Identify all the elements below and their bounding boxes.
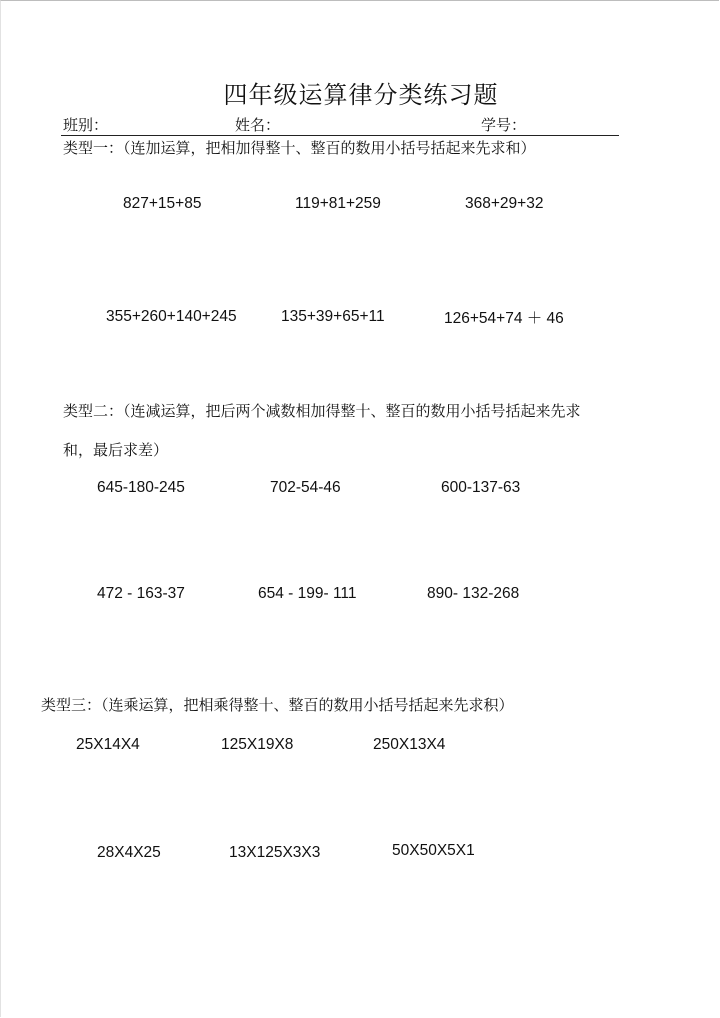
problem-2-5: 654 - 199- 111 bbox=[258, 585, 357, 602]
problem-2-1: 645-180-245 bbox=[97, 479, 185, 496]
problem-3-2: 125X19X8 bbox=[221, 736, 294, 753]
problem-2-4: 472 - 163-37 bbox=[97, 585, 185, 602]
class-label: 班别： bbox=[63, 116, 109, 134]
name-label: 姓名： bbox=[235, 116, 281, 134]
student-number-label: 学号： bbox=[481, 116, 527, 134]
problem-1-5: 135+39+65+11 bbox=[281, 308, 385, 325]
page-title: 四年级运算律分类练习题 bbox=[223, 81, 499, 109]
problem-3-1: 25X14X4 bbox=[76, 736, 140, 753]
problem-1-3: 368+29+32 bbox=[465, 195, 544, 212]
problem-3-5: 13X125X3X3 bbox=[229, 844, 321, 861]
section-2-heading-line-1: 类型二：（连减运算，把后两个减数相加得整十、整百的数用小括号括起来先求 bbox=[63, 402, 581, 420]
problem-3-4: 28X4X25 bbox=[97, 844, 161, 861]
problem-2-2: 702-54-46 bbox=[270, 479, 341, 496]
problem-1-6: 126+54+74 ＋ 46 bbox=[444, 310, 564, 327]
section-2-heading-line-2: 和，最后求差） bbox=[63, 441, 169, 459]
section-1-heading: 类型一：（连加运算，把相加得整十、整百的数用小括号括起来先求和） bbox=[63, 139, 536, 157]
header-rule bbox=[61, 135, 619, 136]
problem-3-6: 50X50X5X1 bbox=[392, 842, 475, 859]
problem-2-6: 890- 132-268 bbox=[427, 585, 520, 602]
section-3-heading: 类型三：（连乘运算，把相乘得整十、整百的数用小括号括起来先求积） bbox=[41, 696, 514, 714]
problem-1-2: 119+81+259 bbox=[295, 195, 381, 212]
problem-2-3: 600-137-63 bbox=[441, 479, 521, 496]
problem-1-4: 355+260+140+245 bbox=[106, 308, 237, 325]
problem-1-1: 827+15+85 bbox=[123, 195, 202, 212]
problem-3-3: 250X13X4 bbox=[373, 736, 446, 753]
